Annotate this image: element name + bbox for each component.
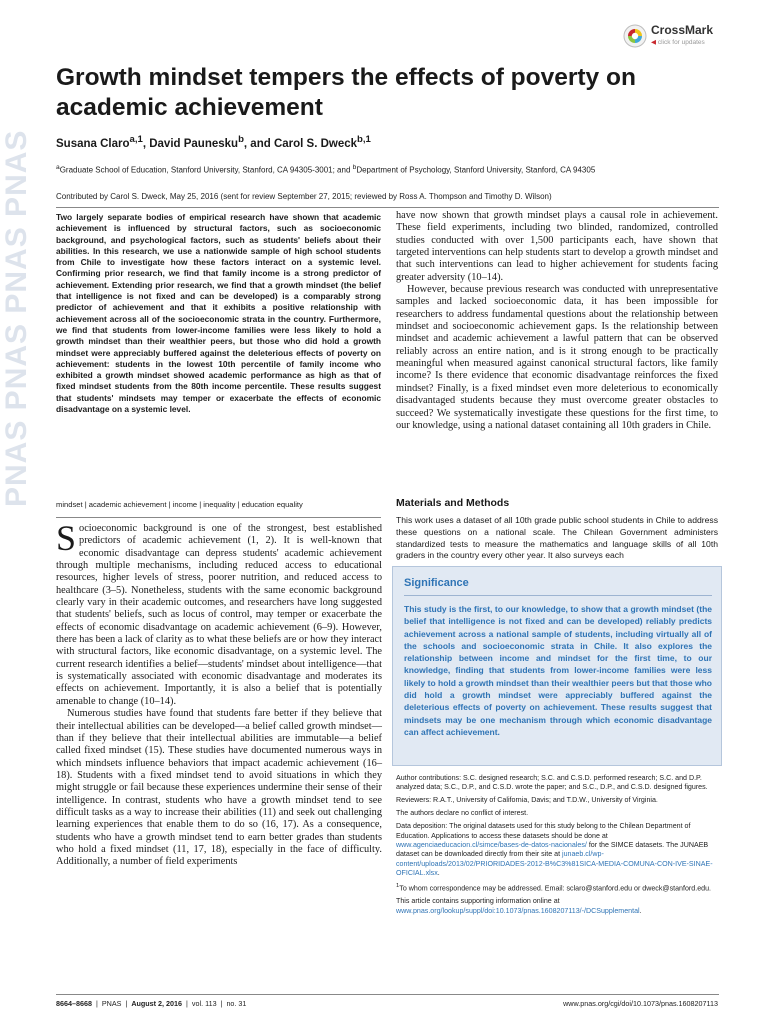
simce-link[interactable]: www.agenciaeducacion.cl/simce/bases-de-datos-nacionales/ [396,840,587,849]
significance-text: This study is the first, to our knowledge, to show that a growth mindset (the belief that intelligence is not fixed and can be developed) reliably predicts achievement across a national sample of students, including virtually all of the schools and socioeconomic strata in Chile. It also explores the relationship between income and mindset for the first time, to our knowledge, finding that students from lower-income families were less likely to hold a growth mindset than their wealthier peers but that those who did hold a growth mindset were appreciably buffered against the deleterious effects of poverty on achievement. These results suggest that mindsets may be one mechanism through which economic disadvantage can affect achievement. [404,604,712,737]
divider [56,994,719,995]
divider [56,207,719,208]
pnas-watermark [0,130,34,600]
article-title: Growth mindset tempers the effects of poverty on academic achievement [56,64,636,121]
affiliation-text: Graduate School of Education, Stanford University, Stanford, CA 94305-3001; and [59,165,353,175]
crossmark-badge[interactable] [623,22,733,50]
issue-date: August 2, 2016 [131,999,183,1008]
body-paragraph: However, because previous research was conducted with unrepresentative samples and lacked socioeconomic data, it has been impossible for researchers to address fundamental questions about the relationship between mindset and socioeconomic achievement gaps. Is the relationship between mindset and academic achievement a lawful pattern that can be observed reliably across an entire nation, and is it strong enough to be practically meaningful when measured against canonical structural factors, like family income? Is there evidence that economic disadvantage reinforces the fixed mindset? Finally, is a fixed mindset even more deleterious to economically disadvantaged students because they must overcome greater obstacles to succeed? We systematically investigate these questions for the first time, to our knowledge, using a national dataset containing all 10th graders in Chile. [396,284,718,431]
author-separator: , and [243,137,274,150]
crossmark-label: CrossMark [651,23,714,37]
footnote-supporting-info: This article contains supporting information online at www.pnas.org/lookup/suppl/doi:10.1073/pnas.1608207113/-/DCSupplemental. [396,897,642,915]
affiliation-text: Department of Psychology, Stanford University, Stanford, CA 94305 [356,165,596,175]
body-paragraph: Socioeconomic background is one of the strongest, best established predictors of academic achievement (1, 2). It is well-known that economic disadvantage can depress students' academic achievement through multiple mechanisms, including reduced access to educational resources, higher levels of stress, poorer nutrition, and reduced access to healthcare (3–5). Nonetheless, students with the same economic background clearly vary in their academic outcomes, and researchers have long suggested that students' beliefs, such as locus of control, may temper or exacerbate the effects of economic disadvantage on academic achievement (6–9). However, there has been a lack of clarity as to what these beliefs are or how they interact with structural factors, like economic disadvantage, on a systemic level. The current research identifies a belief—students' mindset about intelligence—that is systematically associated with economic disadvantage and moderates its effects on achievement. Importantly, it is also a belief that is potentially amenable to change (10–14). [56,518,382,707]
body-paragraph: have now shown that growth mindset plays a causal role in achievement. These field experiments, including two blinded, randomized, controlled studies conducted with over 1,500 participants each, have shown that targeted interventions can help students start to develop a growth mindset and that such interventions can lead to higher achievement for students facing greater adversity (10–14). [396,210,718,283]
footnote-reviewers: Reviewers: R.A.T., University of California, Davis; and T.D.W., University of Virginia. [396,796,658,805]
footnote-correspondence: $^1$To whom correspondence may be addressed. Email: sclaro@stanford.edu or dweck@stanford.edu. [396,883,712,893]
divider [404,595,712,596]
keywords: mindset | academic achievement | income | inequality | education equality [56,500,303,509]
author-superscript: a,1 [129,134,143,145]
significance-title: Significance [404,577,469,589]
author-separator: , [142,137,150,150]
author-name[interactable]: Carol S. Dweck [273,137,358,150]
junaeb-link[interactable]: junaeb.cl/wp-content/uploads/2013/02/PRIORIDADES-2012-B%C3%81SICA-MEDIA-COMUNA-CON-IVE-SINAE-OFICIAL.xlsx [396,850,713,878]
page-range: 8664–8668 [56,999,92,1008]
body-paragraph: Numerous studies have found that students fare better if they believe that their intellectual abilities can be developed—a belief called growth mindset—than if they believe that their intellectual abilities are immutable—a belief called fixed mindset (15). These studies have documented numerous ways in which mindsets influence behaviors that impact academic achievement (16–18). Students with a fixed mindset tend to avoid situations in which they might struggle or fail because these experiences undermine their sense of their intelligence. In contrast, students who have a growth mindset tend to see difficult tasks as a way to increase their abilities (11) and seek out challenging learning experiences that enable them to do so (16, 17). As a consequence, students who have a growth mindset tend to earn better grades than students who hold a fixed mindset (11, 17, 18), especially in the face of difficulty. Additionally, a number of field experiments [56,708,382,868]
significance-box [392,566,722,766]
footnote-data-deposition: Data deposition: The original datasets used for this study belong to the Chilean Department of Education. Applications to access these datasets should be done at www.agenciaeducacion.cl/simce/bases-de-datos-nacionales/ for the SIMCE datasets. The JUNAEB dataset can be downloaded directly from their site at junaeb.cl/wp-content/uploads/2013/02/PRIORIDADES-2012-B%C3%81SICA-MEDIA-COMUNA-CON-IVE-SINAE-OFICIAL.xlsx. [396,822,713,878]
footer-doi-link[interactable]: www.pnas.org/cgi/doi/10.1073/pnas.1608207113 [563,999,718,1008]
footnote-conflict: The authors declare no conflict of interest. [396,809,529,818]
watermark-text: PNAS PNAS PNAS PNAS [0,130,33,508]
author-list [56,134,716,150]
body-column-left [56,518,382,869]
author-superscript: b [238,134,244,145]
methods-paragraph: This work uses a dataset of all 10th grade public school students in Chile to address these questions on a national scale. The Chilean Government administers standardized tests to measure the mathematics and language skills of all 10th graders in the country every other year. It also surveys each [396,515,718,561]
author-superscript: b,1 [357,134,371,145]
crossmark-sublabel: ◀ click for updates [651,39,705,46]
divider [56,517,381,518]
affiliation-marker: a [56,164,60,171]
affiliation-marker: b [352,164,357,171]
body-column-right [396,210,718,432]
contributed-by: Contributed by Carol S. Dweck, May 25, 2016 (sent for review September 27, 2015; reviewed by Ross A. Thompson and Timothy D. Wilson) [56,192,552,201]
journal-name: PNAS [101,999,122,1008]
footer-citation: 8664–8668 | PNAS | August 2, 2016 | vol. 113 | no. 31 [56,999,247,1008]
author-name[interactable]: Susana Claro [56,137,130,150]
author-name[interactable]: David Paunesku [149,137,239,150]
affiliations [56,162,716,176]
footnotes [396,774,718,920]
supplemental-link[interactable]: www.pnas.org/lookup/suppl/doi:10.1073/pnas.1608207113/-/DCSupplemental [396,906,640,915]
section-heading: Materials and Methods [396,497,510,509]
abstract: Two largely separate bodies of empirical research have shown that academic achievement is influenced by structural factors, such as socioeconomic background, and psychological factors, such as students' beliefs about their abilities. In this research, we use a nationwide sample of high school students from Chile to investigate how these factors interact on a systemic level. Confirming prior research, we find that family income is a strong predictor of achievement. Extending prior research, we find that a growth mindset (the belief that intelligence is not fixed and can be developed) is a comparably strong predictor of achievement and that it exhibits a positive relationship with achievement across all of the socioeconomic strata in the country. Furthermore, we find that students from lower-income families were less likely to hold a growth mindset than their wealthier peers, but those who did hold a growth mindset were appreciably buffered against the deleterious effects of poverty on achievement: students in the lowest 10th percentile of family income who exhibited a growth mindset showed academic performance as high as that of fixed mindset students from the 80th income percentile. These results suggest that students' mindsets may temper or exacerbate the effects of economic disadvantage on a systemic level. [56,212,381,415]
drop-cap: S [56,518,77,558]
issue-number: no. 31 [226,999,247,1008]
volume: vol. 113 [191,999,217,1008]
crossmark-icon [623,24,647,48]
footnote-contributions: Author contributions: S.C. designed research; S.C. and C.S.D. performed research; S.C. and D.P. analyzed data; S.C., D.P., and C.S.D. wrote the paper; and S.C., D.P., and C.S.D. designed figures. [396,774,708,792]
